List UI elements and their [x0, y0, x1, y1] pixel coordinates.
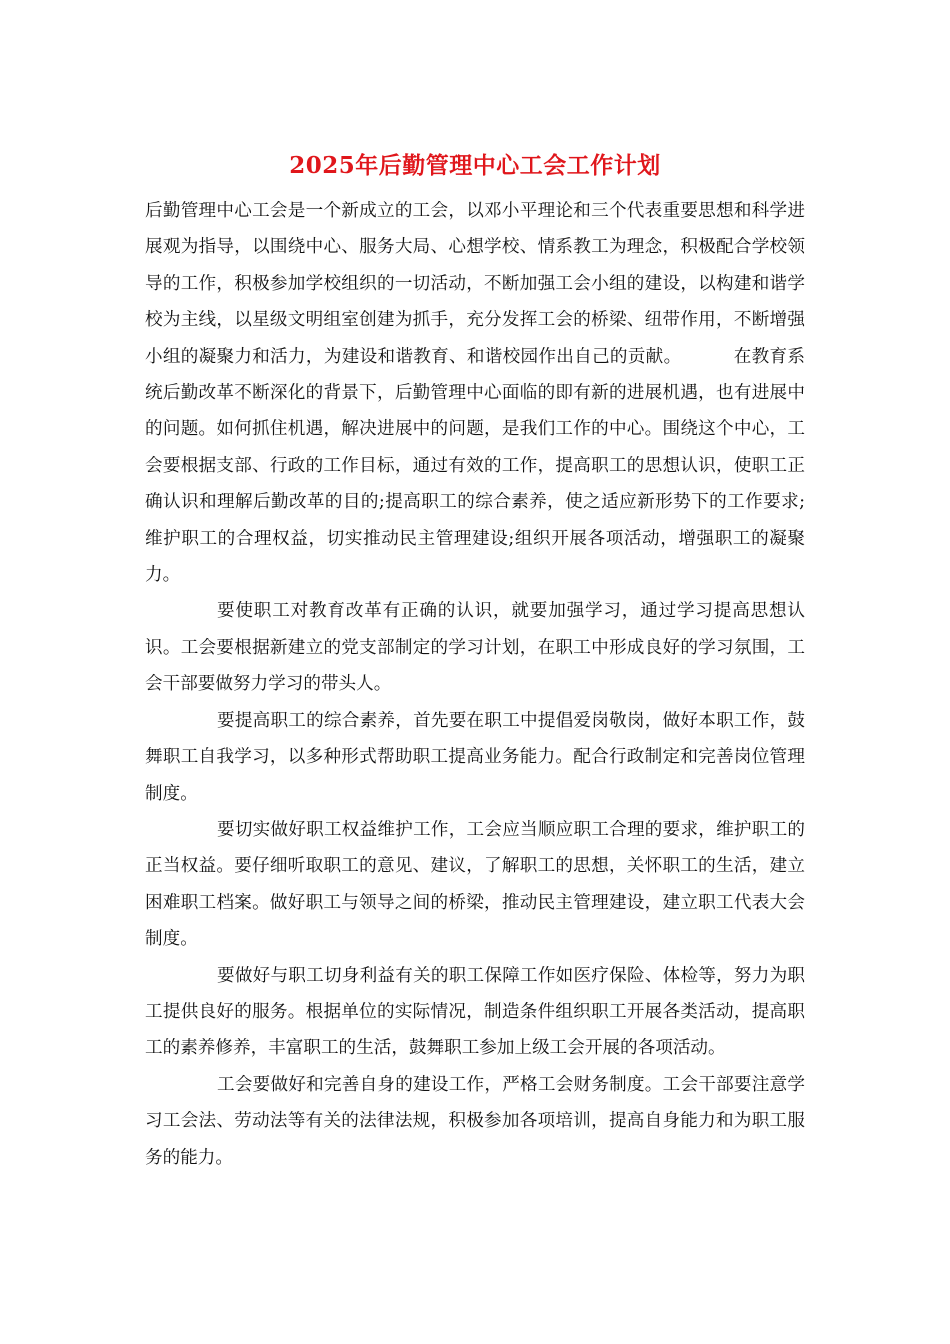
paragraph-intro-part1: 后勤管理中心工会是一个新成立的工会，以邓小平理论和三个代表重要思想和科学进展观为指导，以围绕中心、服务大局、心想学校、情系教工为理念，积极配合学校领导的工作，积极参加学校组织的一切活动，不断加强工会小组的建设，以构建和谐学校为主线，以星级文明组室创建为抓手，充分发挥工会的桥梁、纽带作用，不断增强小组的凝聚力和活力，为建设和谐教育、和谐校园作出自己的贡献。 [145, 201, 805, 367]
paragraph-rights: 要切实做好职工权益维护工作，工会应当顺应职工合理的要求，维护职工的正当权益。要仔细听取职工的意见、建议，了解职工的思想，关怀职工的生活，建立困难职工档案。做好职工与领导之间的桥梁，推动民主管理建设，建立职工代表大会制度。 [145, 819, 805, 950]
document-title: 2025年后勤管理中心工会工作计划 [289, 152, 661, 179]
paragraph-study: 要使职工对教育改革有正确的认识，就要加强学习，通过学习提高思想认识。工会要根据新建立的党支部制定的学习计划，在职工中形成良好的学习氛围，工会干部要做努力学习的带头人。 [145, 601, 805, 695]
paragraph-intro-part2: 在教育系统后勤改革不断深化的背景下，后勤管理中心面临的即有新的进展机遇，也有进展中的问题。如何抓住机遇，解决进展中的问题，是我们工作的中心。围绕这个中心，工会要根据支部、行政的工作目标，通过有效的工作，提高职工的思想认识，使职工正确认识和理解后勤改革的目的;提高职工的综合素养，使之适应新形势下的工作要求;维护职工的合理权益，切实推动民主管理建设;组织开展各项活动，增强职工的凝聚力。 [145, 346, 805, 586]
document-body [145, 193, 805, 1176]
paragraph-welfare: 要做好与职工切身利益有关的职工保障工作如医疗保险、体检等，努力为职工提供良好的服务。根据单位的实际情况，制造条件组织职工开展各类活动，提高职工的素养修养，丰富职工的生活，鼓舞职工参加上级工会开展的各项活动。 [145, 965, 805, 1059]
paragraph-quality: 要提高职工的综合素养，首先要在职工中提倡爱岗敬岗，做好本职工作，鼓舞职工自我学习，以多种形式帮助职工提高业务能力。配合行政制定和完善岗位管理制度。 [145, 710, 805, 804]
paragraph-intro [145, 193, 805, 593]
paragraph-self-building: 工会要做好和完善自身的建设工作，严格工会财务制度。工会干部要注意学习工会法、劳动法等有关的法律法规，积极参加各项培训，提高自身能力和为职工服务的能力。 [145, 1074, 805, 1168]
